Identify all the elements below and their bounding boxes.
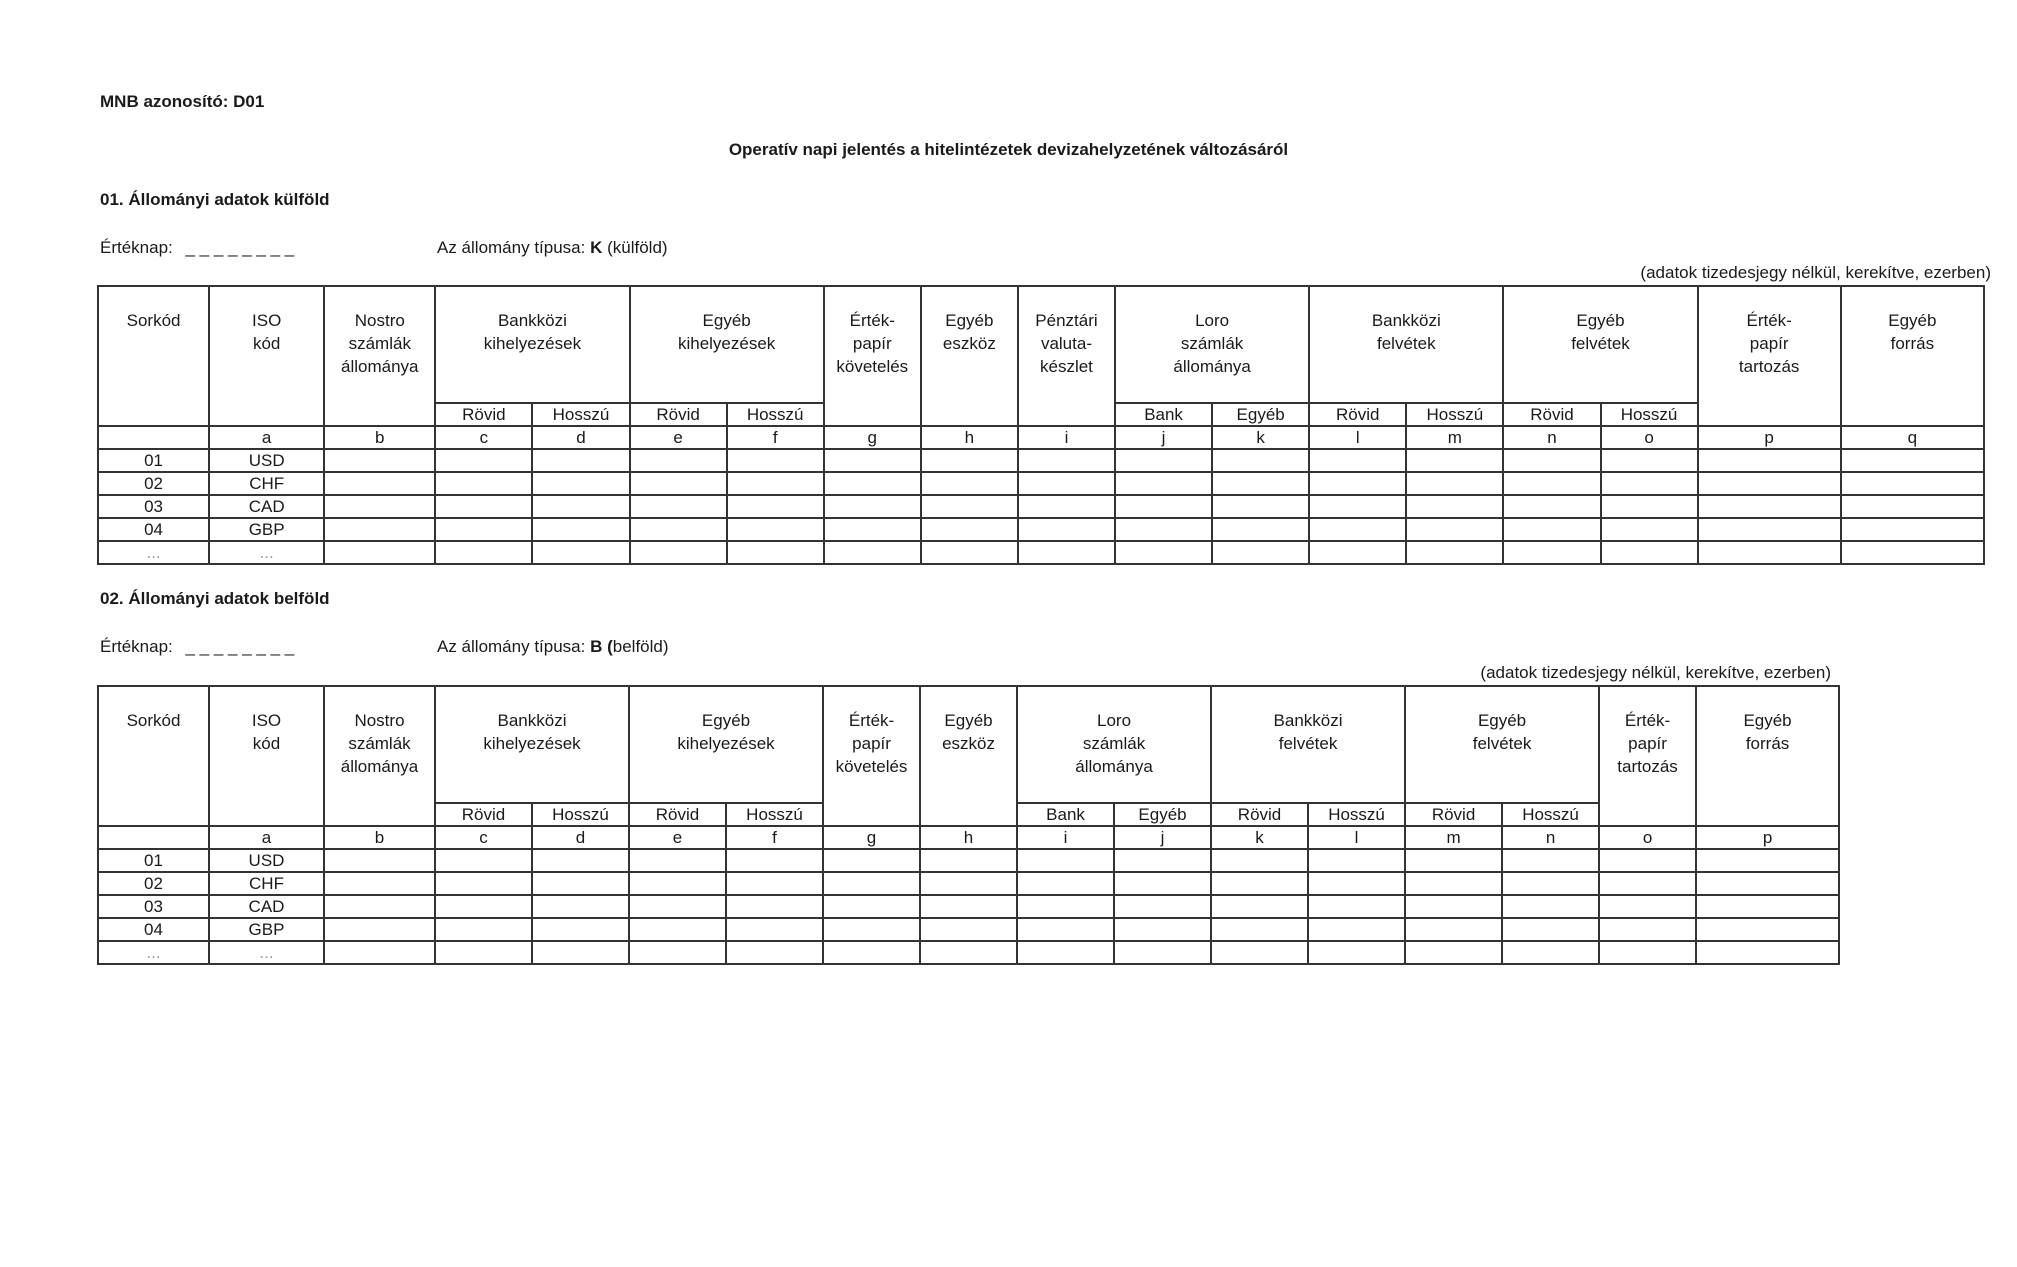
column-letter-h: h: [921, 426, 1018, 449]
data-cell-j[interactable]: [1114, 895, 1211, 918]
data-cell-n[interactable]: [1503, 449, 1600, 472]
header-sorkod: Sorkód: [98, 286, 209, 426]
data-cell-m[interactable]: [1406, 541, 1503, 564]
data-cell-b[interactable]: [324, 918, 435, 941]
data-cell-b[interactable]: [324, 895, 435, 918]
row-code: ...: [98, 541, 209, 564]
data-cell-o[interactable]: [1601, 541, 1698, 564]
data-cell-c[interactable]: [435, 895, 532, 918]
data-cell-d[interactable]: [532, 518, 629, 541]
data-cell-i[interactable]: [1018, 495, 1115, 518]
subheader-hosszu: Hosszú: [532, 403, 629, 426]
section2-table: [97, 685, 1840, 965]
data-cell-n[interactable]: [1502, 895, 1599, 918]
table-row: [98, 941, 1839, 964]
data-cell-o[interactable]: [1599, 918, 1696, 941]
header-egyeb-felvetek: Egyéb felvétek: [1503, 286, 1697, 403]
data-cell-k[interactable]: [1212, 449, 1309, 472]
data-cell-h[interactable]: [920, 941, 1017, 964]
data-cell-j[interactable]: [1115, 472, 1212, 495]
column-letter-n: n: [1502, 826, 1599, 849]
data-cell-m[interactable]: [1406, 518, 1503, 541]
table-row: [98, 449, 1984, 472]
data-cell-g[interactable]: [823, 872, 920, 895]
header-bankkozi-felvetek: Bankközi felvétek: [1309, 286, 1503, 403]
header-iso: ISO kód: [209, 686, 324, 826]
subheader-hosszu: Hosszú: [1308, 803, 1405, 826]
data-cell-f[interactable]: [726, 918, 823, 941]
data-cell-b[interactable]: [324, 872, 435, 895]
data-cell-g[interactable]: [823, 941, 920, 964]
data-cell-m[interactable]: [1405, 918, 1502, 941]
data-cell-n[interactable]: [1502, 849, 1599, 872]
data-cell-o[interactable]: [1601, 449, 1698, 472]
header-egyeb-eszkoz: Egyéb eszköz: [920, 686, 1017, 826]
data-cell-b[interactable]: [324, 472, 435, 495]
subheader-hosszu: Hosszú: [1502, 803, 1599, 826]
data-cell-h[interactable]: [921, 472, 1018, 495]
data-cell-h[interactable]: [920, 849, 1017, 872]
column-letter-g: g: [824, 426, 921, 449]
value-date-blank: _ _ _ _ _ _ _ _: [185, 637, 295, 656]
data-cell-o[interactable]: [1599, 849, 1696, 872]
data-cell-i[interactable]: [1017, 895, 1114, 918]
iso-code: CAD: [209, 895, 324, 918]
data-cell-b[interactable]: [324, 449, 435, 472]
section1-note: (adatok tizedesjegy nélkül, kerekítve, ezerben): [1640, 263, 1991, 282]
data-cell-m[interactable]: [1406, 495, 1503, 518]
data-cell-d[interactable]: [532, 895, 629, 918]
column-letter-c: c: [435, 426, 532, 449]
type-code: K: [590, 238, 603, 257]
data-cell-e[interactable]: [629, 941, 726, 964]
data-cell-o[interactable]: [1599, 895, 1696, 918]
data-cell-m[interactable]: [1405, 872, 1502, 895]
data-cell-e[interactable]: [629, 872, 726, 895]
data-cell-f[interactable]: [727, 449, 824, 472]
data-cell-l[interactable]: [1308, 941, 1405, 964]
data-cell-n[interactable]: [1503, 495, 1600, 518]
data-cell-c[interactable]: [435, 918, 532, 941]
table-row: [98, 895, 1839, 918]
data-cell-p[interactable]: [1698, 472, 1841, 495]
subheader-rovid: Rövid: [1503, 403, 1600, 426]
column-letter-o: o: [1601, 426, 1698, 449]
data-cell-n[interactable]: [1503, 541, 1600, 564]
data-cell-l[interactable]: [1309, 541, 1406, 564]
data-cell-q[interactable]: [1841, 541, 1984, 564]
header-nostro: Nostro számlák állománya: [324, 286, 435, 426]
section1-table: [97, 285, 1985, 565]
table-row: [98, 518, 1984, 541]
data-cell-q[interactable]: [1841, 449, 1984, 472]
header-sorkod: Sorkód: [98, 686, 209, 826]
data-cell-d[interactable]: [532, 495, 629, 518]
data-cell-j[interactable]: [1115, 541, 1212, 564]
column-letter-q: q: [1841, 426, 1984, 449]
data-cell-h[interactable]: [920, 895, 1017, 918]
data-cell-j[interactable]: [1114, 941, 1211, 964]
data-cell-j[interactable]: [1114, 849, 1211, 872]
row-code: 04: [98, 918, 209, 941]
header-ertekpapir-koveteles: Érték- papír követelés: [824, 286, 921, 426]
subheader-hosszu: Hosszú: [532, 803, 629, 826]
data-cell-n[interactable]: [1503, 518, 1600, 541]
letter-cell-empty: [98, 826, 209, 849]
data-cell-l[interactable]: [1309, 518, 1406, 541]
data-cell-i[interactable]: [1017, 849, 1114, 872]
column-letter-b: b: [324, 826, 435, 849]
table-row: [98, 495, 1984, 518]
subheader-rovid: Rövid: [1211, 803, 1308, 826]
column-letter-a: a: [209, 426, 324, 449]
row-code: 04: [98, 518, 209, 541]
data-cell-c[interactable]: [435, 449, 532, 472]
column-letter-h: h: [920, 826, 1017, 849]
data-cell-d[interactable]: [532, 541, 629, 564]
data-cell-f[interactable]: [727, 495, 824, 518]
subheader-rovid: Rövid: [435, 803, 532, 826]
data-cell-e[interactable]: [630, 541, 727, 564]
data-cell-k[interactable]: [1211, 918, 1308, 941]
header-ertekpapir-tartozas: Érték- papír tartozás: [1698, 286, 1841, 426]
column-letter-p: p: [1696, 826, 1839, 849]
row-code: ...: [98, 941, 209, 964]
data-cell-b[interactable]: [324, 941, 435, 964]
data-cell-l[interactable]: [1308, 895, 1405, 918]
subheader-rovid: Rövid: [435, 403, 532, 426]
iso-code: ...: [209, 541, 324, 564]
header-loro-szamlak: Loro számlák állománya: [1017, 686, 1211, 803]
data-cell-m[interactable]: [1405, 895, 1502, 918]
data-cell-j[interactable]: [1115, 518, 1212, 541]
data-cell-f[interactable]: [727, 472, 824, 495]
column-letter-i: i: [1017, 826, 1114, 849]
section1-value-date: [100, 238, 294, 258]
data-cell-p[interactable]: [1696, 895, 1839, 918]
subheader-hosszu: Hosszú: [1406, 403, 1503, 426]
column-letter-k: k: [1212, 426, 1309, 449]
data-cell-q[interactable]: [1841, 518, 1984, 541]
data-cell-h[interactable]: [920, 872, 1017, 895]
column-letter-d: d: [532, 426, 629, 449]
header-ertekpapir-koveteles: Érték- papír követelés: [823, 686, 920, 826]
data-cell-p[interactable]: [1696, 941, 1839, 964]
header-bankkozi-kihelyezesek: Bankközi kihelyezések: [435, 686, 629, 803]
data-cell-d[interactable]: [532, 849, 629, 872]
value-date-blank: _ _ _ _ _ _ _ _: [185, 238, 295, 257]
data-cell-d[interactable]: [532, 472, 629, 495]
data-cell-f[interactable]: [726, 849, 823, 872]
subheader-bank: Bank: [1115, 403, 1212, 426]
column-letter-j: j: [1115, 426, 1212, 449]
data-cell-k[interactable]: [1212, 518, 1309, 541]
type-label: Az állomány típusa:: [437, 637, 586, 656]
data-cell-e[interactable]: [630, 495, 727, 518]
data-cell-c[interactable]: [435, 472, 532, 495]
data-cell-e[interactable]: [629, 918, 726, 941]
data-cell-k[interactable]: [1211, 872, 1308, 895]
column-letter-j: j: [1114, 826, 1211, 849]
header-egyeb-forras: Egyéb forrás: [1841, 286, 1984, 426]
data-cell-j[interactable]: [1114, 918, 1211, 941]
data-cell-l[interactable]: [1309, 495, 1406, 518]
row-code: 03: [98, 895, 209, 918]
section1-title: 01. Állományi adatok külföld: [100, 190, 330, 209]
header-egyeb-felvetek: Egyéb felvétek: [1405, 686, 1599, 803]
data-cell-b[interactable]: [324, 541, 435, 564]
data-cell-c[interactable]: [435, 541, 532, 564]
table-row: [98, 541, 1984, 564]
data-cell-m[interactable]: [1406, 449, 1503, 472]
data-cell-e[interactable]: [630, 449, 727, 472]
iso-code: ...: [209, 941, 324, 964]
section2-type: [437, 637, 669, 657]
table-row: [98, 918, 1839, 941]
section2-note: (adatok tizedesjegy nélkül, kerekítve, ezerben): [1480, 663, 1831, 682]
data-cell-f[interactable]: [727, 518, 824, 541]
header-loro-szamlak: Loro számlák állománya: [1115, 286, 1309, 403]
subheader-egyeb: Egyéb: [1212, 403, 1309, 426]
data-cell-n[interactable]: [1503, 472, 1600, 495]
iso-code: USD: [209, 849, 324, 872]
subheader-hosszu: Hosszú: [726, 803, 823, 826]
column-letter-k: k: [1211, 826, 1308, 849]
data-cell-g[interactable]: [823, 849, 920, 872]
data-cell-i[interactable]: [1018, 449, 1115, 472]
data-cell-g[interactable]: [824, 495, 921, 518]
data-cell-k[interactable]: [1212, 495, 1309, 518]
data-cell-h[interactable]: [921, 541, 1018, 564]
data-cell-d[interactable]: [532, 918, 629, 941]
data-cell-n[interactable]: [1502, 872, 1599, 895]
data-cell-m[interactable]: [1405, 941, 1502, 964]
column-letter-l: l: [1309, 426, 1406, 449]
row-code: 02: [98, 872, 209, 895]
header-bankkozi-felvetek: Bankközi felvétek: [1211, 686, 1405, 803]
data-cell-l[interactable]: [1308, 918, 1405, 941]
data-cell-c[interactable]: [435, 495, 532, 518]
header-egyeb-kihelyezesek: Egyéb kihelyezések: [630, 286, 824, 403]
letter-cell-empty: [98, 426, 209, 449]
data-cell-g[interactable]: [823, 895, 920, 918]
iso-code: CHF: [209, 472, 324, 495]
header-penztari-valutakeszlet: Pénztári valuta- készlet: [1018, 286, 1115, 426]
data-cell-l[interactable]: [1308, 872, 1405, 895]
data-cell-q[interactable]: [1841, 495, 1984, 518]
column-letter-p: p: [1698, 426, 1841, 449]
form-identifier: MNB azonosító: D01: [100, 92, 265, 111]
section1-type: [437, 238, 668, 258]
data-cell-p[interactable]: [1696, 849, 1839, 872]
iso-code: USD: [209, 449, 324, 472]
subheader-rovid: Rövid: [629, 803, 726, 826]
table-row: [98, 872, 1839, 895]
data-cell-c[interactable]: [435, 872, 532, 895]
data-cell-g[interactable]: [823, 918, 920, 941]
data-cell-d[interactable]: [532, 872, 629, 895]
data-cell-g[interactable]: [824, 472, 921, 495]
column-letter-b: b: [324, 426, 435, 449]
column-letter-c: c: [435, 826, 532, 849]
subheader-rovid: Rövid: [1405, 803, 1502, 826]
data-cell-c[interactable]: [435, 941, 532, 964]
data-cell-p[interactable]: [1698, 541, 1841, 564]
data-cell-h[interactable]: [921, 449, 1018, 472]
column-letter-a: a: [209, 826, 324, 849]
data-cell-f[interactable]: [726, 941, 823, 964]
subheader-egyeb: Egyéb: [1114, 803, 1211, 826]
table-row: [98, 472, 1984, 495]
data-cell-o[interactable]: [1601, 472, 1698, 495]
subheader-hosszu: Hosszú: [727, 403, 824, 426]
data-cell-i[interactable]: [1017, 941, 1114, 964]
column-letter-l: l: [1308, 826, 1405, 849]
table-row: [98, 849, 1839, 872]
data-cell-l[interactable]: [1309, 449, 1406, 472]
subheader-bank: Bank: [1017, 803, 1114, 826]
data-cell-k[interactable]: [1211, 895, 1308, 918]
header-egyeb-eszkoz: Egyéb eszköz: [921, 286, 1018, 426]
data-cell-i[interactable]: [1018, 472, 1115, 495]
header-nostro: Nostro számlák állománya: [324, 686, 435, 826]
iso-code: CHF: [209, 872, 324, 895]
column-letter-i: i: [1018, 426, 1115, 449]
column-letter-g: g: [823, 826, 920, 849]
data-cell-k[interactable]: [1212, 472, 1309, 495]
column-letter-f: f: [727, 426, 824, 449]
column-letter-n: n: [1503, 426, 1600, 449]
section2-value-date: [100, 637, 294, 657]
type-code: B (: [590, 637, 613, 656]
type-label: Az állomány típusa:: [437, 238, 586, 257]
data-cell-k[interactable]: [1212, 541, 1309, 564]
header-egyeb-forras: Egyéb forrás: [1696, 686, 1839, 826]
data-cell-l[interactable]: [1308, 849, 1405, 872]
document-title: Operatív napi jelentés a hitelintézetek devizahelyzetének változásáról: [728, 140, 1289, 159]
data-cell-i[interactable]: [1018, 541, 1115, 564]
column-letter-m: m: [1405, 826, 1502, 849]
data-cell-n[interactable]: [1502, 941, 1599, 964]
data-cell-c[interactable]: [435, 849, 532, 872]
data-cell-o[interactable]: [1601, 495, 1698, 518]
data-cell-o[interactable]: [1601, 518, 1698, 541]
data-cell-e[interactable]: [630, 472, 727, 495]
data-cell-p[interactable]: [1698, 449, 1841, 472]
data-cell-b[interactable]: [324, 518, 435, 541]
header-iso: ISO kód: [209, 286, 324, 426]
subheader-hosszu: Hosszú: [1601, 403, 1698, 426]
column-letter-d: d: [532, 826, 629, 849]
data-cell-m[interactable]: [1405, 849, 1502, 872]
column-letter-f: f: [726, 826, 823, 849]
data-cell-g[interactable]: [824, 518, 921, 541]
data-cell-o[interactable]: [1599, 872, 1696, 895]
header-egyeb-kihelyezesek: Egyéb kihelyezések: [629, 686, 823, 803]
iso-code: GBP: [209, 518, 324, 541]
header-ertekpapir-tartozas: Érték- papír tartozás: [1599, 686, 1696, 826]
data-cell-g[interactable]: [824, 541, 921, 564]
iso-code: GBP: [209, 918, 324, 941]
value-date-label: Értéknap:: [100, 637, 173, 656]
data-cell-e[interactable]: [629, 849, 726, 872]
data-cell-h[interactable]: [920, 918, 1017, 941]
data-cell-p[interactable]: [1696, 918, 1839, 941]
data-cell-e[interactable]: [629, 895, 726, 918]
data-cell-i[interactable]: [1018, 518, 1115, 541]
data-cell-e[interactable]: [630, 518, 727, 541]
data-cell-j[interactable]: [1115, 449, 1212, 472]
data-cell-d[interactable]: [532, 941, 629, 964]
data-cell-c[interactable]: [435, 518, 532, 541]
data-cell-f[interactable]: [726, 872, 823, 895]
data-cell-n[interactable]: [1502, 918, 1599, 941]
data-cell-q[interactable]: [1841, 472, 1984, 495]
data-cell-i[interactable]: [1017, 872, 1114, 895]
data-cell-h[interactable]: [921, 495, 1018, 518]
column-letter-e: e: [629, 826, 726, 849]
data-cell-b[interactable]: [324, 495, 435, 518]
data-cell-p[interactable]: [1696, 872, 1839, 895]
data-cell-k[interactable]: [1211, 849, 1308, 872]
data-cell-f[interactable]: [727, 541, 824, 564]
header-bankkozi-kihelyezesek: Bankközi kihelyezések: [435, 286, 629, 403]
data-cell-j[interactable]: [1114, 872, 1211, 895]
value-date-label: Értéknap:: [100, 238, 173, 257]
iso-code: CAD: [209, 495, 324, 518]
column-letter-e: e: [630, 426, 727, 449]
type-desc: (külföld): [607, 238, 668, 257]
row-code: 01: [98, 849, 209, 872]
row-code: 02: [98, 472, 209, 495]
section2-title: 02. Állományi adatok belföld: [100, 589, 330, 608]
data-cell-g[interactable]: [824, 449, 921, 472]
subheader-rovid: Rövid: [630, 403, 727, 426]
data-cell-k[interactable]: [1211, 941, 1308, 964]
type-desc: belföld): [612, 637, 669, 656]
data-cell-d[interactable]: [532, 449, 629, 472]
data-cell-h[interactable]: [921, 518, 1018, 541]
column-letter-m: m: [1406, 426, 1503, 449]
row-code: 03: [98, 495, 209, 518]
row-code: 01: [98, 449, 209, 472]
data-cell-m[interactable]: [1406, 472, 1503, 495]
data-cell-l[interactable]: [1309, 472, 1406, 495]
subheader-rovid: Rövid: [1309, 403, 1406, 426]
data-cell-i[interactable]: [1017, 918, 1114, 941]
data-cell-f[interactable]: [726, 895, 823, 918]
data-cell-p[interactable]: [1698, 495, 1841, 518]
data-cell-b[interactable]: [324, 849, 435, 872]
data-cell-o[interactable]: [1599, 941, 1696, 964]
column-letter-o: o: [1599, 826, 1696, 849]
data-cell-p[interactable]: [1698, 518, 1841, 541]
data-cell-j[interactable]: [1115, 495, 1212, 518]
